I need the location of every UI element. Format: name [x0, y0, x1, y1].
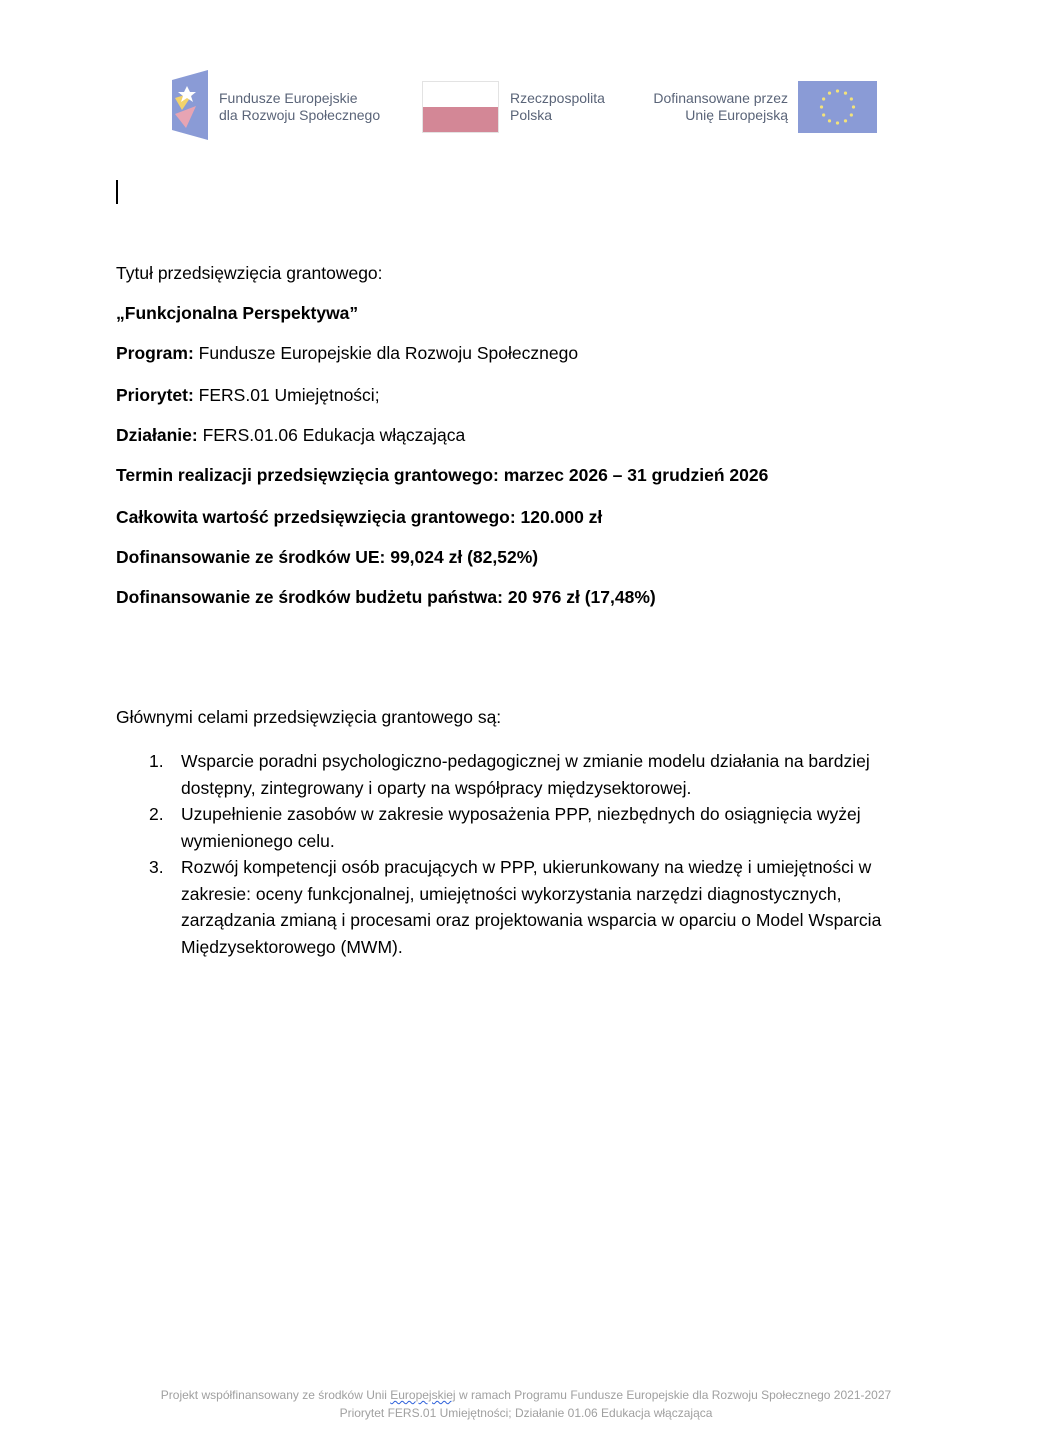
- eu-star-icon: [836, 121, 839, 124]
- program-row: [116, 342, 916, 364]
- list-number: 3.: [149, 857, 164, 877]
- action-value: FERS.01.06 Edukacja włączająca: [197, 425, 466, 445]
- list-number: 1.: [149, 751, 164, 771]
- list-item: [116, 801, 916, 854]
- eu-line2: Unię Europejską: [685, 107, 788, 123]
- eu-star-icon: [828, 119, 831, 122]
- eu-star-icon: [844, 92, 847, 95]
- footer-text-b: Europejskiej: [390, 1388, 456, 1402]
- footer-text-a: Projekt współfinansowany ze środków Unii: [160, 1388, 391, 1402]
- program-value: Fundusze Europejskie dla Rozwoju Społecznego: [193, 343, 579, 363]
- eu-star-icon: [820, 105, 823, 108]
- fe-logo-line1: Fundusze Europejskie: [219, 90, 358, 106]
- fe-logo-icon: [172, 70, 210, 140]
- list-item-text: Międzysektorowego (MWM).: [181, 936, 403, 957]
- text-cursor: [116, 180, 118, 204]
- footer-text-c: w ramach Programu Fundusze Europejskie dla Rozwoju Społecznego 2021-2027: [455, 1388, 892, 1402]
- list-item-text: zarządzania zmianą i procesami oraz projektowania wsparcia w oparciu o Model Wsparcia: [181, 910, 882, 930]
- footer-line2: Priorytet FERS.01 Umiejętności; Działanie 01.06 Edukacja włączająca: [339, 1406, 713, 1420]
- eu-logo-text: [653, 90, 788, 124]
- poland-flag-icon: [422, 81, 499, 133]
- list-item-text: Uzupełnienie zasobów w zakresie wyposażenia PPP, niezbędnych do osiągnięcia wyżej: [181, 804, 861, 824]
- fe-logo-line2: dla Rozwoju Społecznego: [219, 107, 381, 123]
- eu-star-icon: [836, 89, 839, 92]
- state-funding-row: Dofinansowanie ze środków budżetu państwa: 20 976 zł (17,48%): [116, 587, 656, 607]
- list-item-text: Wsparcie poradni psychologiczno-pedagogicznej w zmianie modelu działania na bardziej: [181, 751, 870, 771]
- priority-row: [116, 384, 916, 406]
- eu-star-icon: [850, 97, 853, 100]
- total-value-row: Całkowita wartość przedsięwzięcia grantowego: 120.000 zł: [116, 507, 603, 527]
- program-label: Program:: [116, 343, 194, 363]
- goals-intro: Głównymi celami przedsięwzięcia grantowego są:: [116, 707, 502, 727]
- list-item-text: dostępny, zintegrowany i oparty na współpracy międzysektorowej.: [181, 777, 692, 798]
- eu-star-icon: [822, 97, 825, 100]
- list-item: [116, 854, 916, 960]
- title-label: Tytuł przedsięwzięcia grantowego:: [116, 263, 383, 283]
- eu-star-icon: [822, 113, 825, 116]
- footer-line1: [0, 1386, 1052, 1404]
- term-row: Termin realizacji przedsięwzięcia grantowego: marzec 2026 – 31 grudzień 2026: [116, 465, 769, 485]
- list-item-text: zakresie: oceny funkcjonalnej, umiejętności wykorzystania narzędzi diagnostycznych,: [181, 883, 842, 904]
- action-row: [116, 424, 916, 446]
- eu-flag-icon: [798, 81, 877, 133]
- list-number: 2.: [149, 804, 164, 824]
- rp-logo-text: [510, 90, 605, 124]
- rp-line2: Polska: [510, 107, 553, 123]
- eu-star-icon: [844, 119, 847, 122]
- header-logo-bar: [0, 68, 1052, 144]
- priority-label: Priorytet:: [116, 385, 194, 405]
- list-item: [116, 748, 916, 801]
- project-info: [116, 262, 916, 728]
- title-value: „Funkcjonalna Perspektywa”: [116, 303, 359, 323]
- eu-funding-row: Dofinansowanie ze środków UE: 99,024 zł (82,52%): [116, 547, 539, 567]
- eu-star-icon: [850, 113, 853, 116]
- list-item-text: Rozwój kompetencji osób pracujących w PPP, ukierunkowany na wiedzę i umiejętności w: [181, 857, 872, 877]
- eu-star-icon: [852, 105, 855, 108]
- action-label: Działanie:: [116, 425, 198, 445]
- eu-star-icon: [828, 92, 831, 95]
- rp-line1: Rzeczpospolita: [510, 90, 605, 106]
- goals-list: [116, 748, 916, 960]
- fe-logo-text: [219, 90, 380, 124]
- eu-line1: Dofinansowane przez: [653, 90, 788, 106]
- priority-value: FERS.01 Umiejętności;: [193, 385, 380, 405]
- list-item-text: wymienionego celu.: [181, 830, 335, 851]
